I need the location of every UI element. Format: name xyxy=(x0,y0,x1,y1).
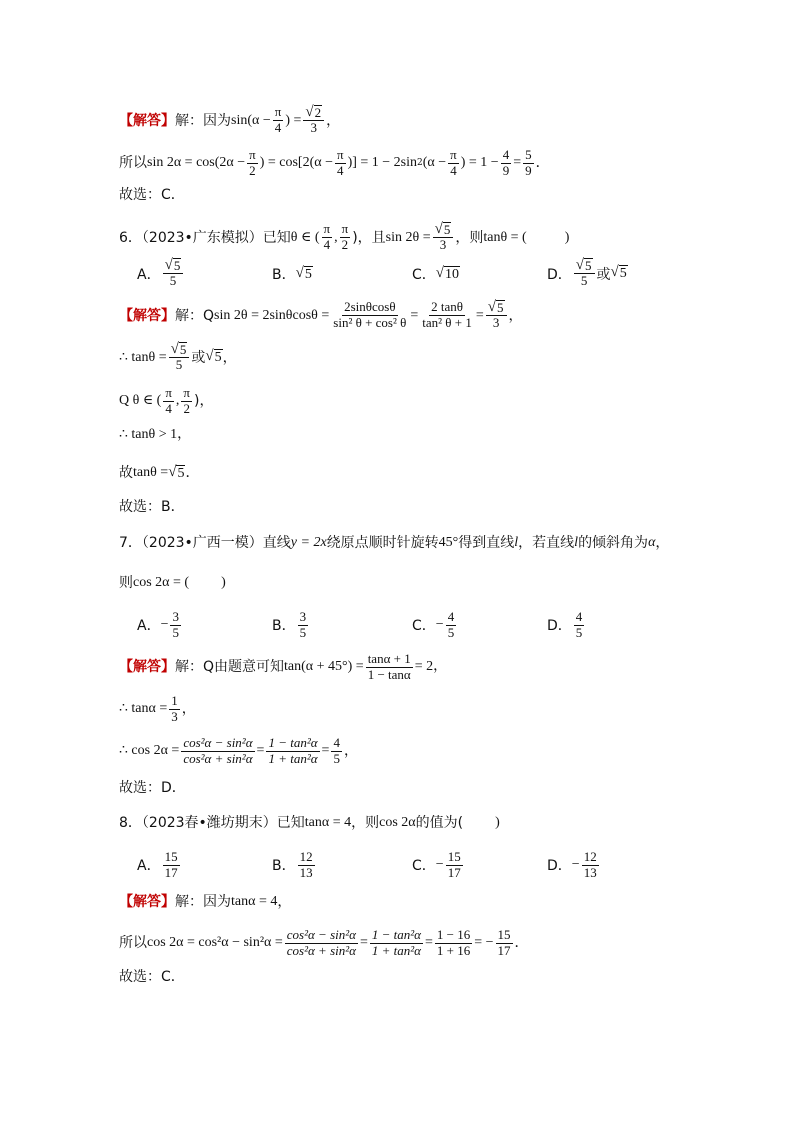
q7-option-d[interactable]: D． $\frac{4}{5}$ xyxy=(547,609,583,640)
fraction: $\frac{\pi}{4}$ xyxy=(323,221,331,253)
q6-option-a[interactable]: A． √ 5 5 xyxy=(137,258,185,289)
q6-sol-line3: Q θ ∈ ( $\frac{\pi}{4}$ , $\frac{\pi}{2}$ )， xyxy=(119,385,214,416)
fraction: $\frac{\pi}{4}$ xyxy=(274,104,282,136)
q6-option-d[interactable]: D． √ 5 5 或 √ 5 xyxy=(547,257,627,289)
fraction: $\frac{5}{9}$ xyxy=(525,147,532,178)
q7-stem-line2: 则 cos 2α = ( ) xyxy=(119,575,226,591)
fraction: √ 2 3 xyxy=(303,105,324,136)
q7-stem: 7．（2023•广西一模）直线 y = 2x 绕原点顺时针旋转 45° 得到直线 l ，若直线 l 的倾斜角为 α ， xyxy=(119,535,670,551)
q6-answer: 故选：B． xyxy=(119,499,185,515)
q8-option-d[interactable]: D． − $\frac{12}{13}$ xyxy=(547,849,597,880)
fraction: $\frac{2 \tan\theta}{\text{tan² θ + 1}}$ xyxy=(422,299,472,331)
fraction: $\frac{4}{9}$ xyxy=(502,147,510,178)
q6-sol-line4: ∴ tanθ > 1， xyxy=(119,427,192,442)
q7-sol-line1: 【解答】 解：Q由题意可知 tan(α + 45°) = $\frac{\tan\alpha + 1}{1 - \tan\alpha}$ = 2， xyxy=(119,651,448,682)
fraction: $\frac{\pi}{4}$ xyxy=(450,147,457,178)
sol5-line2: 所以 sin 2α = cos(2α − $\frac{\pi}{2}$ ) = cos[2(α − $\frac{\pi}{4}$ )] = 1 − 2sin 2 (α − $\frac{\pi}{4}$ ) = 1 − $\frac{4}{9}$ = $\frac{5}{9}$ ． xyxy=(119,147,550,178)
q6-option-b[interactable]: B． √ 5 xyxy=(272,264,312,283)
q8-sol-line2: 所以 cos 2α = cos²α − sin²α = $\frac{\text{cos²α − sin²α}}{\text{cos²α + sin²α}}$ = $\frac{\text{1 − tan²α}}{\text{1 + tan²α}}$ = $\frac{1 - 16}{1 + 16}$ = − $\frac{15}{17}$ ． xyxy=(119,927,529,958)
q7-option-b[interactable]: B． $\frac{3}{5}$ xyxy=(272,609,307,640)
fraction: √ 5 3 xyxy=(433,222,454,253)
fraction: $\frac{\pi}{2}$ xyxy=(249,147,256,178)
q6-option-c[interactable]: C． √ 10 xyxy=(412,264,460,283)
fraction: $\frac{\pi}{4}$ xyxy=(336,147,344,178)
sol5-line1: 【解答】 解：因为 sin(α − $\frac{\pi}{4}$ ) = √ 2 3 ， xyxy=(119,104,341,136)
q8-sol-line1: 【解答】 解：因为 tanα = 4 ， xyxy=(119,894,292,910)
sol5-answer: 故选：C． xyxy=(119,187,185,203)
q8-option-c[interactable]: C． − $\frac{15}{17}$ xyxy=(412,849,461,880)
q7-answer: 故选：D． xyxy=(119,780,186,796)
q7-option-c[interactable]: C． − $\frac{4}{5}$ xyxy=(412,609,455,640)
q6-sol-line1: 【解答】 解：Q sin 2θ = 2sinθcosθ = $\frac{2\sin\theta\cos\theta}{\text{sin² θ + cos² θ}}$ = $\frac{2 \tan\theta}{\text{tan² θ + 1}}$ = √ 5 3 ， xyxy=(119,299,523,331)
q7-sol-line2: ∴ tanα = $\frac{1}{3}$ ， xyxy=(119,693,196,724)
fraction: $\frac{\pi}{2}$ xyxy=(341,221,349,253)
q8-option-b[interactable]: B． $\frac{12}{13}$ xyxy=(272,849,313,880)
q8-answer: 故选：C． xyxy=(119,969,185,985)
answer-tag: 【解答】 xyxy=(119,112,175,129)
q8-stem: 8．（2023春•潍坊期末）已知 tanα = 4 ，则 cos 2α 的值为( ) xyxy=(119,815,500,831)
fraction: √ 5 3 xyxy=(486,300,507,331)
fraction: $\frac{2\sin\theta\cos\theta}{\text{sin² θ + cos² θ}}$ xyxy=(333,299,407,331)
q6-sol-line2: ∴ tanθ = √ 5 5 或 √ 5 ， xyxy=(119,341,237,373)
q6-stem: 6．（2023•广东模拟）已知 θ ∈ ( $\frac{\pi}{4}$ , $\frac{\pi}{2}$ )，且 sin 2θ = √ 5 3 ，则 tanθ = ( ) xyxy=(119,221,570,253)
q8-option-a[interactable]: A． $\frac{15}{17}$ xyxy=(137,849,178,880)
q7-option-a[interactable]: A． − $\frac{3}{5}$ xyxy=(137,609,179,640)
q6-sol-line5: 故 tanθ = √ 5 ． xyxy=(119,464,200,482)
q7-sol-line3: ∴ cos 2α = $\frac{\text{cos²α − sin²α}}{\text{cos²α + sin²α}}$ = $\frac{\text{1 − tan²α}}{\text{1 + tan²α}}$ = $\frac{4}{5}$ ， xyxy=(119,735,358,766)
